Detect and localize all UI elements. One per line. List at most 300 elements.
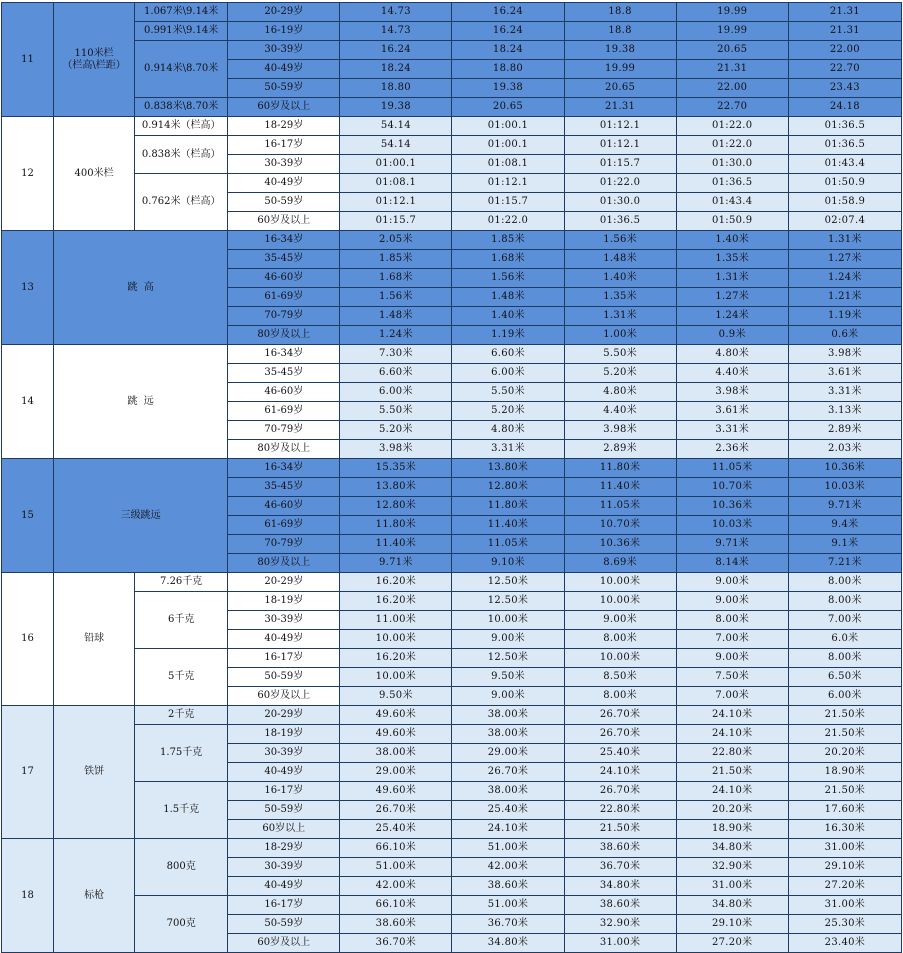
value-cell: 18.8 — [564, 22, 676, 41]
value-cell: 4.80米 — [676, 345, 788, 364]
value-cell: 13.80米 — [452, 459, 564, 478]
value-cell: 2.89米 — [564, 440, 676, 459]
age-group: 30-39岁 — [228, 41, 340, 60]
value-cell: 31.00米 — [788, 839, 901, 858]
age-group: 60岁以上 — [228, 820, 340, 839]
value-cell: 10.00米 — [340, 668, 452, 687]
value-cell: 9.00米 — [676, 649, 788, 668]
value-cell: 11.80米 — [340, 516, 452, 535]
value-cell: 1.40米 — [452, 307, 564, 326]
value-cell: 3.98米 — [788, 345, 901, 364]
value-cell: 12.50米 — [452, 592, 564, 611]
spec-cell: 1.75千克 — [135, 725, 228, 782]
spec-cell: 7.26千克 — [135, 573, 228, 592]
value-cell: 10.36米 — [564, 535, 676, 554]
value-cell: 4.80米 — [452, 421, 564, 440]
value-cell: 12.80米 — [452, 478, 564, 497]
value-cell: 42.00米 — [340, 877, 452, 896]
value-cell: 22.80米 — [676, 744, 788, 763]
age-group: 40-49岁 — [228, 174, 340, 193]
value-cell: 12.50米 — [452, 573, 564, 592]
value-cell: 11.80米 — [564, 459, 676, 478]
value-cell: 9.71米 — [340, 554, 452, 573]
value-cell: 18.8 — [564, 3, 676, 22]
value-cell: 10.03米 — [676, 516, 788, 535]
value-cell: 21.50米 — [788, 706, 901, 725]
age-group: 35-45岁 — [228, 250, 340, 269]
value-cell: 8.50米 — [564, 668, 676, 687]
value-cell: 1.68米 — [452, 250, 564, 269]
value-cell: 42.00米 — [452, 858, 564, 877]
value-cell: 2.36米 — [676, 440, 788, 459]
item-number: 17 — [2, 706, 54, 839]
value-cell: 22.70 — [676, 98, 788, 117]
value-cell: 01:12.1 — [564, 117, 676, 136]
value-cell: 8.00米 — [788, 649, 901, 668]
value-cell: 26.70米 — [340, 801, 452, 820]
value-cell: 9.00米 — [452, 630, 564, 649]
table-row — [2, 136, 902, 155]
value-cell: 9.50米 — [452, 668, 564, 687]
value-cell: 6.50米 — [788, 668, 901, 687]
value-cell: 38.60米 — [564, 839, 676, 858]
age-group: 46-60岁 — [228, 269, 340, 288]
value-cell: 16.30米 — [788, 820, 901, 839]
value-cell: 01:58.9 — [788, 193, 901, 212]
value-cell: 9.00米 — [676, 573, 788, 592]
value-cell: 3.31米 — [788, 383, 901, 402]
value-cell: 25.40米 — [340, 820, 452, 839]
value-cell: 3.61米 — [788, 364, 901, 383]
value-cell: 3.98米 — [564, 421, 676, 440]
value-cell: 10.00米 — [452, 611, 564, 630]
value-cell: 24.18 — [788, 98, 901, 117]
value-cell: 20.20米 — [788, 744, 901, 763]
age-group: 16-34岁 — [228, 231, 340, 250]
age-group: 20-29岁 — [228, 3, 340, 22]
value-cell: 01:08.1 — [340, 174, 452, 193]
spec-cell: 0.762米（栏高） — [135, 174, 228, 231]
value-cell: 01:00.1 — [340, 155, 452, 174]
value-cell: 14.73 — [340, 3, 452, 22]
value-cell: 20.65 — [452, 98, 564, 117]
value-cell: 11.05米 — [452, 535, 564, 554]
age-group: 16-17岁 — [228, 649, 340, 668]
value-cell: 5.50米 — [564, 345, 676, 364]
value-cell: 1.48米 — [452, 288, 564, 307]
value-cell: 10.00米 — [564, 592, 676, 611]
age-group: 46-60岁 — [228, 383, 340, 402]
age-group: 46-60岁 — [228, 497, 340, 516]
value-cell: 9.4米 — [788, 516, 901, 535]
item-number: 16 — [2, 573, 54, 706]
value-cell: 5.20米 — [452, 402, 564, 421]
event-name: 跳 远 — [54, 345, 228, 459]
value-cell: 22.80米 — [564, 801, 676, 820]
value-cell: 16.24 — [340, 41, 452, 60]
value-cell: 18.24 — [452, 41, 564, 60]
value-cell: 1.40米 — [676, 231, 788, 250]
age-group: 30-39岁 — [228, 858, 340, 877]
value-cell: 24.10米 — [564, 763, 676, 782]
spec-cell: 1.067米\9.14米 — [135, 3, 228, 22]
value-cell: 38.00米 — [452, 782, 564, 801]
age-group: 18-29岁 — [228, 117, 340, 136]
value-cell: 1.00米 — [564, 326, 676, 345]
value-cell: 01:22.0 — [676, 117, 788, 136]
value-cell: 13.80米 — [340, 478, 452, 497]
age-group: 61-69岁 — [228, 516, 340, 535]
table-row — [2, 706, 902, 725]
value-cell: 10.00米 — [564, 649, 676, 668]
value-cell: 3.31米 — [452, 440, 564, 459]
value-cell: 2.05米 — [340, 231, 452, 250]
value-cell: 4.40米 — [676, 364, 788, 383]
value-cell: 38.00米 — [452, 725, 564, 744]
table-row — [2, 22, 902, 41]
value-cell: 36.70米 — [340, 934, 452, 953]
value-cell: 18.80 — [340, 79, 452, 98]
value-cell: 18.90米 — [788, 763, 901, 782]
age-group: 50-59岁 — [228, 915, 340, 934]
value-cell: 49.60米 — [340, 782, 452, 801]
value-cell: 5.50米 — [452, 383, 564, 402]
value-cell: 11.05米 — [564, 497, 676, 516]
age-group: 16-17岁 — [228, 896, 340, 915]
value-cell: 26.70米 — [564, 706, 676, 725]
value-cell: 10.00米 — [340, 630, 452, 649]
value-cell: 01:50.9 — [676, 212, 788, 231]
value-cell: 16.20米 — [340, 592, 452, 611]
age-group: 35-45岁 — [228, 364, 340, 383]
age-group: 50-59岁 — [228, 668, 340, 687]
value-cell: 01:00.1 — [452, 117, 564, 136]
value-cell: 2.89米 — [788, 421, 901, 440]
value-cell: 21.31 — [788, 3, 901, 22]
spec-cell: 800克 — [135, 839, 228, 896]
value-cell: 1.31米 — [564, 307, 676, 326]
value-cell: 23.43 — [788, 79, 901, 98]
value-cell: 01:50.9 — [788, 174, 901, 193]
value-cell: 19.38 — [564, 41, 676, 60]
age-group: 30-39岁 — [228, 611, 340, 630]
value-cell: 9.00米 — [452, 687, 564, 706]
value-cell: 01:43.4 — [788, 155, 901, 174]
value-cell: 7.21米 — [788, 554, 901, 573]
value-cell: 11.00米 — [340, 611, 452, 630]
value-cell: 16.24 — [452, 3, 564, 22]
value-cell: 1.24米 — [340, 326, 452, 345]
age-group: 18-29岁 — [228, 839, 340, 858]
age-group: 18-19岁 — [228, 592, 340, 611]
event-name: 400米栏 — [54, 117, 135, 231]
table-row — [2, 231, 902, 250]
item-number: 12 — [2, 117, 54, 231]
value-cell: 31.00米 — [788, 896, 901, 915]
age-group: 61-69岁 — [228, 402, 340, 421]
table-row — [2, 649, 902, 668]
value-cell: 51.00米 — [452, 839, 564, 858]
value-cell: 5.20米 — [564, 364, 676, 383]
table-row — [2, 782, 902, 801]
value-cell: 17.60米 — [788, 801, 901, 820]
value-cell: 10.03米 — [788, 478, 901, 497]
value-cell: 01:36.5 — [788, 117, 901, 136]
spec-cell: 2千克 — [135, 706, 228, 725]
value-cell: 15.35米 — [340, 459, 452, 478]
value-cell: 26.70米 — [564, 725, 676, 744]
age-group: 50-59岁 — [228, 801, 340, 820]
value-cell: 10.36米 — [676, 497, 788, 516]
value-cell: 6.0米 — [788, 630, 901, 649]
value-cell: 01:22.0 — [676, 136, 788, 155]
value-cell: 36.70米 — [452, 915, 564, 934]
value-cell: 01:22.0 — [452, 212, 564, 231]
table-row — [2, 592, 902, 611]
value-cell: 8.00米 — [564, 687, 676, 706]
value-cell: 01:12.1 — [452, 174, 564, 193]
value-cell: 9.00米 — [676, 592, 788, 611]
value-cell: 12.50米 — [452, 649, 564, 668]
value-cell: 01:36.5 — [676, 174, 788, 193]
value-cell: 36.70米 — [564, 858, 676, 877]
value-cell: 21.31 — [676, 60, 788, 79]
value-cell: 7.30米 — [340, 345, 452, 364]
age-group: 18-19岁 — [228, 725, 340, 744]
value-cell: 01:22.0 — [564, 174, 676, 193]
value-cell: 6.00米 — [788, 687, 901, 706]
value-cell: 7.00米 — [676, 630, 788, 649]
value-cell: 12.80米 — [340, 497, 452, 516]
value-cell: 1.24米 — [788, 269, 901, 288]
value-cell: 18.90米 — [676, 820, 788, 839]
value-cell: 29.00米 — [452, 744, 564, 763]
age-group: 80岁及以上 — [228, 440, 340, 459]
age-group: 20-29岁 — [228, 706, 340, 725]
age-group: 35-45岁 — [228, 478, 340, 497]
value-cell: 19.99 — [676, 22, 788, 41]
value-cell: 29.00米 — [340, 763, 452, 782]
value-cell: 19.99 — [676, 3, 788, 22]
age-group: 16-34岁 — [228, 459, 340, 478]
value-cell: 16.20米 — [340, 573, 452, 592]
value-cell: 34.80米 — [676, 839, 788, 858]
value-cell: 21.50米 — [788, 782, 901, 801]
value-cell: 1.68米 — [340, 269, 452, 288]
value-cell: 01:08.1 — [452, 155, 564, 174]
value-cell: 01:15.7 — [452, 193, 564, 212]
age-group: 16-17岁 — [228, 136, 340, 155]
age-group: 80岁及以上 — [228, 326, 340, 345]
value-cell: 19.38 — [340, 98, 452, 117]
value-cell: 20.65 — [564, 79, 676, 98]
value-cell: 1.35米 — [564, 288, 676, 307]
value-cell: 7.50米 — [676, 668, 788, 687]
value-cell: 26.70米 — [564, 782, 676, 801]
value-cell: 01:15.7 — [564, 155, 676, 174]
value-cell: 10.70米 — [676, 478, 788, 497]
event-name: 三级跳远 — [54, 459, 228, 573]
value-cell: 9.50米 — [340, 687, 452, 706]
age-group: 40-49岁 — [228, 877, 340, 896]
value-cell: 8.14米 — [676, 554, 788, 573]
value-cell: 2.03米 — [788, 440, 901, 459]
table-body — [2, 3, 902, 953]
value-cell: 01:12.1 — [340, 193, 452, 212]
value-cell: 21.50米 — [676, 763, 788, 782]
value-cell: 25.40米 — [452, 801, 564, 820]
value-cell: 5.20米 — [340, 421, 452, 440]
value-cell: 22.70 — [788, 60, 901, 79]
table-row — [2, 117, 902, 136]
age-group: 16-17岁 — [228, 782, 340, 801]
event-name: 跳 高 — [54, 231, 228, 345]
value-cell: 18.24 — [340, 60, 452, 79]
value-cell: 02:07.4 — [788, 212, 901, 231]
item-number: 14 — [2, 345, 54, 459]
spec-cell: 0.914米（栏高） — [135, 117, 228, 136]
value-cell: 21.31 — [788, 22, 901, 41]
value-cell: 1.31米 — [676, 269, 788, 288]
value-cell: 8.00米 — [564, 630, 676, 649]
age-group: 60岁及以上 — [228, 98, 340, 117]
value-cell: 7.00米 — [676, 687, 788, 706]
value-cell: 49.60米 — [340, 725, 452, 744]
value-cell: 29.10米 — [788, 858, 901, 877]
age-group: 70-79岁 — [228, 421, 340, 440]
age-group: 16-19岁 — [228, 22, 340, 41]
value-cell: 66.10米 — [340, 839, 452, 858]
age-group: 40-49岁 — [228, 763, 340, 782]
age-group: 60岁及以上 — [228, 212, 340, 231]
value-cell: 20.65 — [676, 41, 788, 60]
value-cell: 9.71米 — [676, 535, 788, 554]
age-group: 30-39岁 — [228, 155, 340, 174]
age-group: 50-59岁 — [228, 79, 340, 98]
age-group: 70-79岁 — [228, 535, 340, 554]
value-cell: 01:43.4 — [676, 193, 788, 212]
value-cell: 9.00米 — [564, 611, 676, 630]
spec-cell: 5千克 — [135, 649, 228, 706]
value-cell: 9.71米 — [788, 497, 901, 516]
value-cell: 4.40米 — [564, 402, 676, 421]
value-cell: 25.30米 — [788, 915, 901, 934]
spec-cell: 0.914米\8.70米 — [135, 41, 228, 98]
value-cell: 7.00米 — [788, 611, 901, 630]
spec-cell: 1.5千克 — [135, 782, 228, 839]
value-cell: 21.50米 — [788, 725, 901, 744]
value-cell: 8.00米 — [788, 573, 901, 592]
event-name: 铁饼 — [54, 706, 135, 839]
value-cell: 6.00米 — [452, 364, 564, 383]
value-cell: 1.48米 — [564, 250, 676, 269]
spec-cell: 0.991米\9.14米 — [135, 22, 228, 41]
table-row — [2, 174, 902, 193]
table-row — [2, 725, 902, 744]
value-cell: 1.31米 — [788, 231, 901, 250]
value-cell: 49.60米 — [340, 706, 452, 725]
value-cell: 0.9米 — [676, 326, 788, 345]
value-cell: 1.27米 — [676, 288, 788, 307]
value-cell: 51.00米 — [452, 896, 564, 915]
value-cell: 0.6米 — [788, 326, 901, 345]
value-cell: 10.70米 — [564, 516, 676, 535]
spec-cell: 6千克 — [135, 592, 228, 649]
value-cell: 21.31 — [564, 98, 676, 117]
value-cell: 3.13米 — [788, 402, 901, 421]
item-number: 13 — [2, 231, 54, 345]
value-cell: 1.19米 — [788, 307, 901, 326]
age-group: 30-39岁 — [228, 744, 340, 763]
age-group: 70-79岁 — [228, 307, 340, 326]
age-group: 60岁及以上 — [228, 934, 340, 953]
value-cell: 10.36米 — [788, 459, 901, 478]
value-cell: 3.31米 — [676, 421, 788, 440]
age-group: 40-49岁 — [228, 60, 340, 79]
table-row — [2, 573, 902, 592]
value-cell: 25.40米 — [564, 744, 676, 763]
value-cell: 5.50米 — [340, 402, 452, 421]
value-cell: 01:00.1 — [452, 136, 564, 155]
value-cell: 9.1米 — [788, 535, 901, 554]
item-number: 11 — [2, 3, 54, 117]
value-cell: 1.85米 — [340, 250, 452, 269]
event-name: 110米栏 （栏高\栏距） — [54, 3, 135, 117]
age-group: 61-69岁 — [228, 288, 340, 307]
table-row — [2, 98, 902, 117]
value-cell: 23.40米 — [788, 934, 901, 953]
event-name: 标枪 — [54, 839, 135, 953]
value-cell: 11.40米 — [564, 478, 676, 497]
value-cell: 1.56米 — [340, 288, 452, 307]
value-cell: 31.00米 — [564, 934, 676, 953]
value-cell: 11.40米 — [340, 535, 452, 554]
value-cell: 4.80米 — [564, 383, 676, 402]
value-cell: 66.10米 — [340, 896, 452, 915]
value-cell: 18.80 — [452, 60, 564, 79]
value-cell: 11.80米 — [452, 497, 564, 516]
value-cell: 6.00米 — [340, 383, 452, 402]
event-name: 铅球 — [54, 573, 135, 706]
table-row — [2, 41, 902, 60]
value-cell: 01:36.5 — [788, 136, 901, 155]
age-group: 80岁及以上 — [228, 554, 340, 573]
value-cell: 1.21米 — [788, 288, 901, 307]
value-cell: 01:30.0 — [564, 193, 676, 212]
item-number: 18 — [2, 839, 54, 953]
value-cell: 1.40米 — [564, 269, 676, 288]
value-cell: 6.60米 — [452, 345, 564, 364]
value-cell: 10.00米 — [564, 573, 676, 592]
table-row — [2, 839, 902, 858]
value-cell: 16.20米 — [340, 649, 452, 668]
value-cell: 1.56米 — [564, 231, 676, 250]
value-cell: 22.00 — [676, 79, 788, 98]
value-cell: 3.61米 — [676, 402, 788, 421]
age-group: 40-49岁 — [228, 630, 340, 649]
value-cell: 24.10米 — [452, 820, 564, 839]
value-cell: 11.40米 — [452, 516, 564, 535]
value-cell: 32.90米 — [564, 915, 676, 934]
value-cell: 1.48米 — [340, 307, 452, 326]
value-cell: 22.00 — [788, 41, 901, 60]
value-cell: 21.50米 — [564, 820, 676, 839]
standards-table — [1, 2, 902, 953]
value-cell: 32.90米 — [676, 858, 788, 877]
value-cell: 29.10米 — [676, 915, 788, 934]
value-cell: 19.38 — [452, 79, 564, 98]
value-cell: 38.60米 — [340, 915, 452, 934]
